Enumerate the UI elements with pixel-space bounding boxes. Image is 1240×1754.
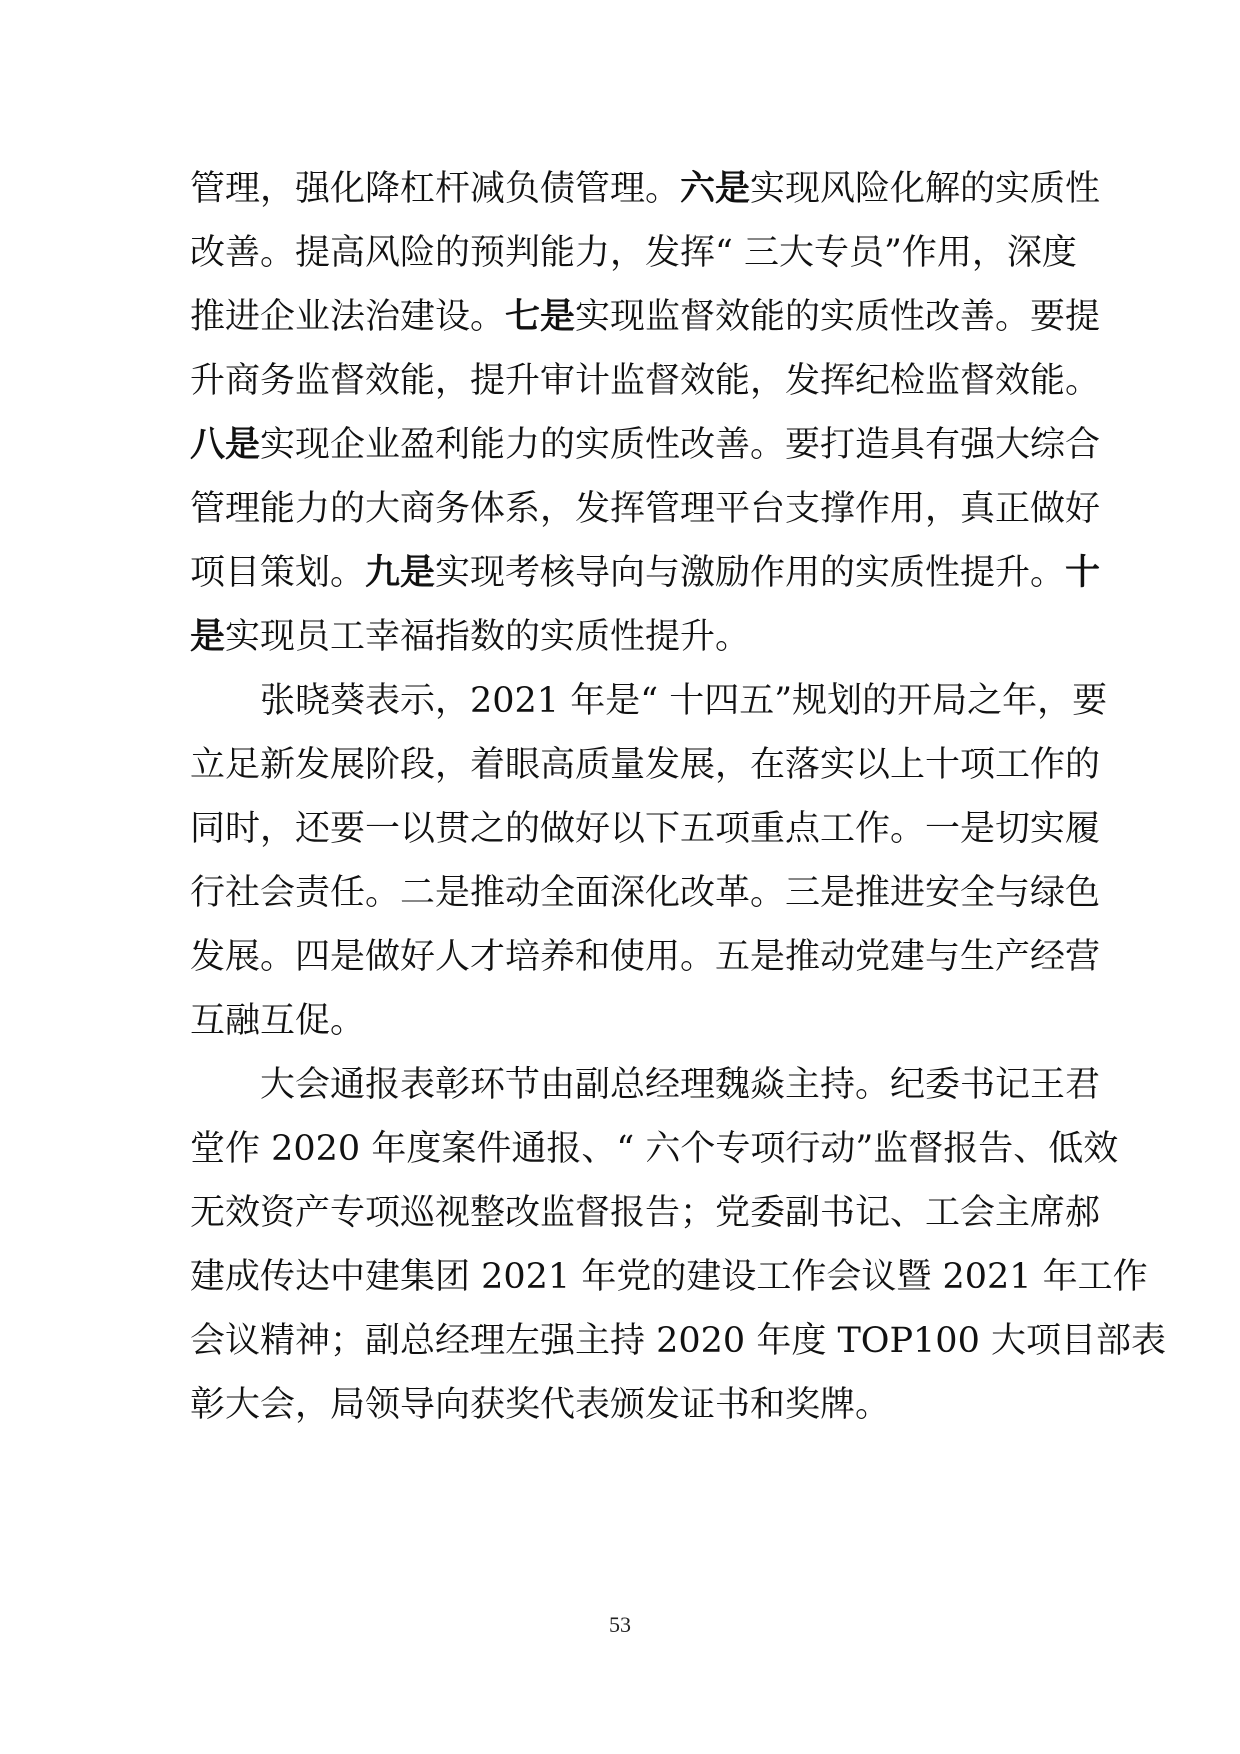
body-text [190,157,1166,1437]
text-line: 项目策划。九是实现考核导向与激励作用的实质性提升。十 [190,552,1101,593]
bold-marker: 八是 [190,424,261,465]
text-line: 管理，强化降杠杆减负债管理。六是实现风险化解的实质性 [190,168,1101,209]
text-line: 发展。四是做好人才培养和使用。五是推动党建与生产经营 [190,937,1101,977]
text-line: 会议精神；副总经理左强主持 2020 年度 TOP100 大项目部表 [190,1321,1166,1361]
page-number: 53 [609,1612,631,1637]
text-line: 推进企业法治建设。七是实现监督效能的实质性改善。要提 [190,296,1101,337]
bold-marker: 十 [1065,552,1101,593]
text-line: 同时，还要一以贯之的做好以下五项重点工作。一是切实履 [190,809,1101,849]
text-line: 张晓葵表示，2021 年是“ 十四五”规划的开局之年，要 [260,681,1108,721]
bold-marker: 九是 [365,552,436,593]
text-line: 升商务监督效能，提升审计监督效能，发挥纪检监督效能。 [190,361,1101,401]
text-line: 无效资产专项巡视整改监督报告；党委副书记、工会主席郝 [190,1193,1101,1233]
bold-marker: 六是 [680,168,751,209]
text-line: 大会通报表彰环节由副总经理魏焱主持。纪委书记王君 [260,1065,1101,1105]
text-line: 行社会责任。二是推动全面深化改革。三是推进安全与绿色 [190,873,1101,913]
text-line: 互融互促。 [190,1001,366,1041]
text-line: 建成传达中建集团 2021 年党的建设工作会议暨 2021 年工作 [190,1257,1148,1297]
text-line: 彰大会，局领导向获奖代表颁发证书和奖牌。 [190,1385,891,1425]
bold-marker: 七是 [505,296,576,337]
text-line: 改善。提高风险的预判能力，发挥“ 三大专员”作用，深度 [190,233,1077,273]
bold-marker: 是 [190,616,226,657]
text-line: 是实现员工幸福指数的实质性提升。 [190,616,751,657]
text-line: 八是实现企业盈利能力的实质性改善。要打造具有强大综合 [190,424,1101,465]
text-line: 管理能力的大商务体系，发挥管理平台支撑作用，真正做好 [190,489,1101,529]
text-line: 立足新发展阶段，着眼高质量发展，在落实以上十项工作的 [190,745,1101,785]
text-line: 堂作 2020 年度案件通报、“ 六个专项行动”监督报告、低效 [190,1129,1119,1169]
